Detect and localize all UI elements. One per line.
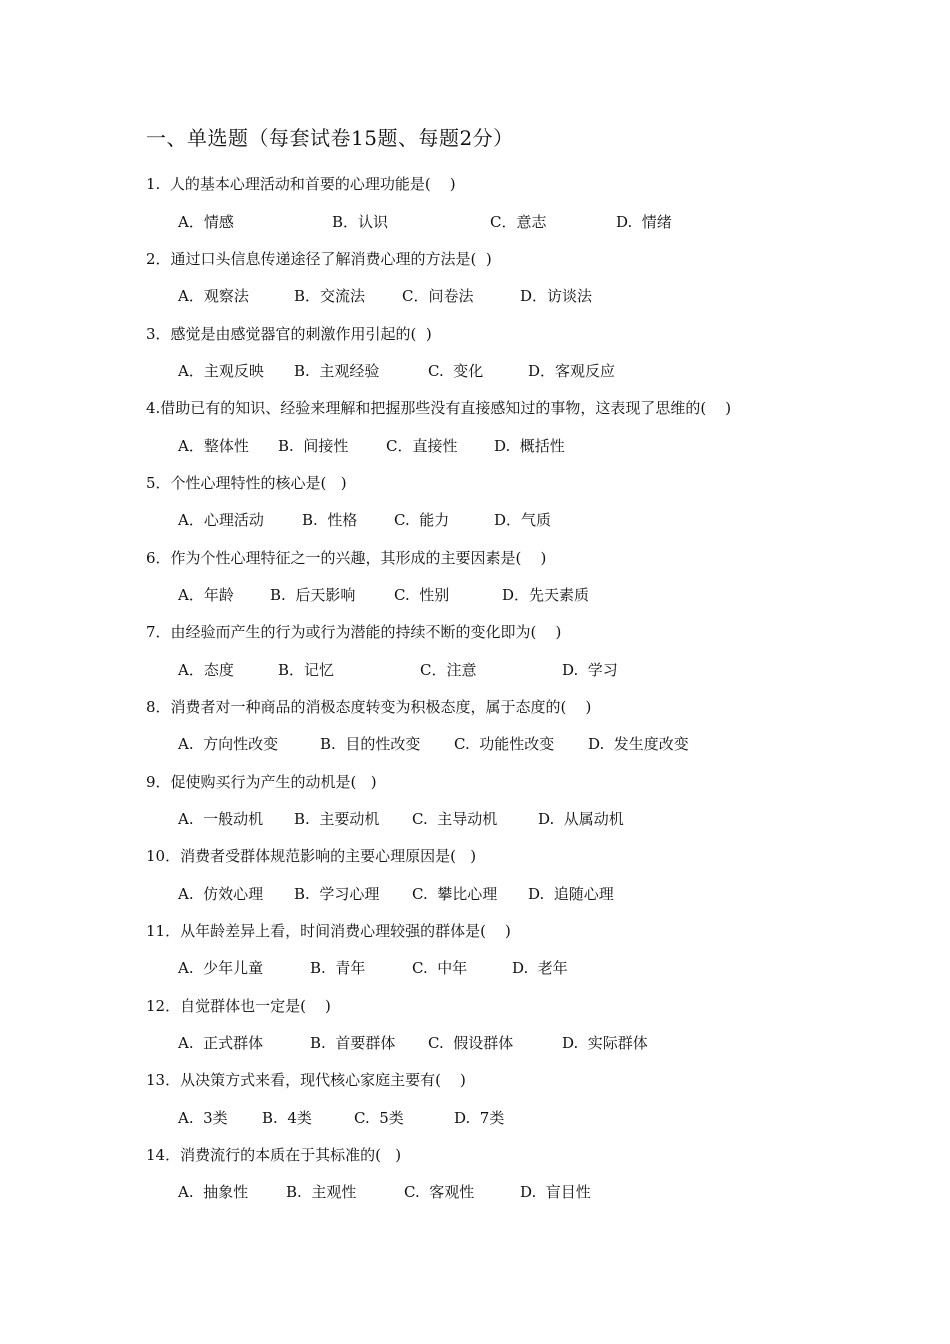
- q12-option-d: D. 实际群体: [562, 1034, 648, 1052]
- q6-option-b: B. 后天影响: [270, 586, 356, 604]
- q8-option-a: A. 方向性改变: [178, 735, 279, 753]
- q12-option-b: B. 首要群体: [310, 1034, 396, 1052]
- q13-option-a: A. 3类: [178, 1109, 228, 1127]
- question-13: 13．从决策方式来看，现代核心家庭主要有( ): [146, 1071, 466, 1089]
- q5-option-b: B. 性格: [302, 511, 358, 529]
- q12-option-a: A. 正式群体: [178, 1034, 264, 1052]
- q1-option-a: A．情感: [178, 213, 234, 231]
- q11-option-c: C. 中年: [412, 959, 468, 977]
- q10-option-d: D. 追随心理: [528, 885, 614, 903]
- q8-option-c: C. 功能性改变: [454, 735, 555, 753]
- q9-option-a: A. 一般动机: [178, 810, 264, 828]
- q10-option-c: C. 攀比心理: [412, 885, 498, 903]
- q3-option-a: A．主观反映: [178, 362, 264, 380]
- q7-option-c: C．注意: [420, 661, 477, 679]
- q14-option-b: B. 主观性: [286, 1183, 357, 1201]
- question-14: 14．消费流行的本质在于其标准的( ): [146, 1146, 402, 1164]
- q2-option-a: A．观察法: [178, 287, 249, 305]
- q12-option-c: C. 假设群体: [428, 1034, 514, 1052]
- q7-option-d: D. 学习: [562, 661, 618, 679]
- q2-option-b: B．交流法: [294, 287, 366, 305]
- question-12: 12．自觉群体也一定是( ): [146, 997, 331, 1015]
- q13-option-b: B. 4类: [262, 1109, 312, 1127]
- q1-option-b: B．认识: [332, 213, 389, 231]
- q9-option-b: B. 主要动机: [294, 810, 380, 828]
- q11-option-d: D. 老年: [512, 959, 568, 977]
- question-9: 9．促使购买行为产生的动机是( ): [146, 773, 377, 791]
- question-6: 6．作为个性心理特征之一的兴趣，其形成的主要因素是( ): [146, 549, 547, 567]
- q11-option-a: A. 少年儿童: [178, 959, 264, 977]
- q1-option-c: C．意志: [490, 213, 547, 231]
- q8-option-b: B. 目的性改变: [320, 735, 421, 753]
- q3-option-d: D．客观反应: [528, 362, 616, 380]
- question-14-options: [178, 1182, 591, 1302]
- q5-option-a: A．心理活动: [178, 511, 264, 529]
- q4-option-c: C．直接性: [386, 437, 458, 455]
- q14-option-a: A. 抽象性: [178, 1183, 249, 1201]
- q3-option-c: C. 变化: [428, 362, 484, 380]
- question-5: 5．个性心理特性的核心是( ): [146, 474, 347, 492]
- q7-option-b: B．记忆: [278, 661, 335, 679]
- q4-option-d: D. 概括性: [494, 437, 565, 455]
- q8-option-d: D. 发生度改变: [588, 735, 689, 753]
- q14-option-d: D. 盲目性: [520, 1183, 591, 1201]
- q11-option-b: B. 青年: [310, 959, 366, 977]
- question-4: 4.借助已有的知识、经验来理解和把握那些没有直接感知过的事物，这表现了思维的( ): [146, 399, 732, 417]
- q13-option-c: C. 5类: [354, 1109, 404, 1127]
- q7-option-a: A．态度: [178, 661, 234, 679]
- q4-option-b: B. 间接性: [278, 437, 349, 455]
- question-7: 7．由经验而产生的行为或行为潜能的持续不断的变化即为( ): [146, 623, 562, 641]
- q6-option-d: D．先天素质: [502, 586, 590, 604]
- q10-option-b: B. 学习心理: [294, 885, 380, 903]
- q9-option-c: C. 主导动机: [412, 810, 498, 828]
- q5-option-c: C. 能力: [394, 511, 450, 529]
- q2-option-c: C．问卷法: [402, 287, 474, 305]
- q4-option-a: A．整体性: [178, 437, 249, 455]
- q13-option-d: D. 7类: [454, 1109, 505, 1127]
- q5-option-d: D．气质: [494, 511, 552, 529]
- q3-option-b: B. 主观经验: [294, 362, 380, 380]
- question-1: 1. 人的基本心理活动和首要的心理功能是( ): [146, 175, 456, 193]
- q6-option-a: A．年龄: [178, 586, 234, 604]
- q10-option-a: A. 仿效心理: [178, 885, 264, 903]
- question-3: 3．感觉是由感觉器官的刺激作用引起的( ): [146, 325, 432, 343]
- question-2: 2．通过口头信息传递途径了解消费心理的方法是( ): [146, 250, 492, 268]
- question-8: 8．消费者对一种商品的消极态度转变为积极态度，属于态度的( ): [146, 698, 592, 716]
- section-title: 一、单选题（每套试卷15题、每题2分）: [146, 126, 514, 150]
- q6-option-c: C. 性别: [394, 586, 450, 604]
- question-11: 11．从年龄差异上看，时间消费心理较强的群体是( ): [146, 922, 511, 940]
- q2-option-d: D．访谈法: [520, 287, 593, 305]
- q9-option-d: D. 从属动机: [538, 810, 624, 828]
- q14-option-c: C. 客观性: [404, 1183, 475, 1201]
- question-10: 10．消费者受群体规范影响的主要心理原因是( ): [146, 847, 477, 865]
- q1-option-d: D. 情绪: [616, 213, 672, 231]
